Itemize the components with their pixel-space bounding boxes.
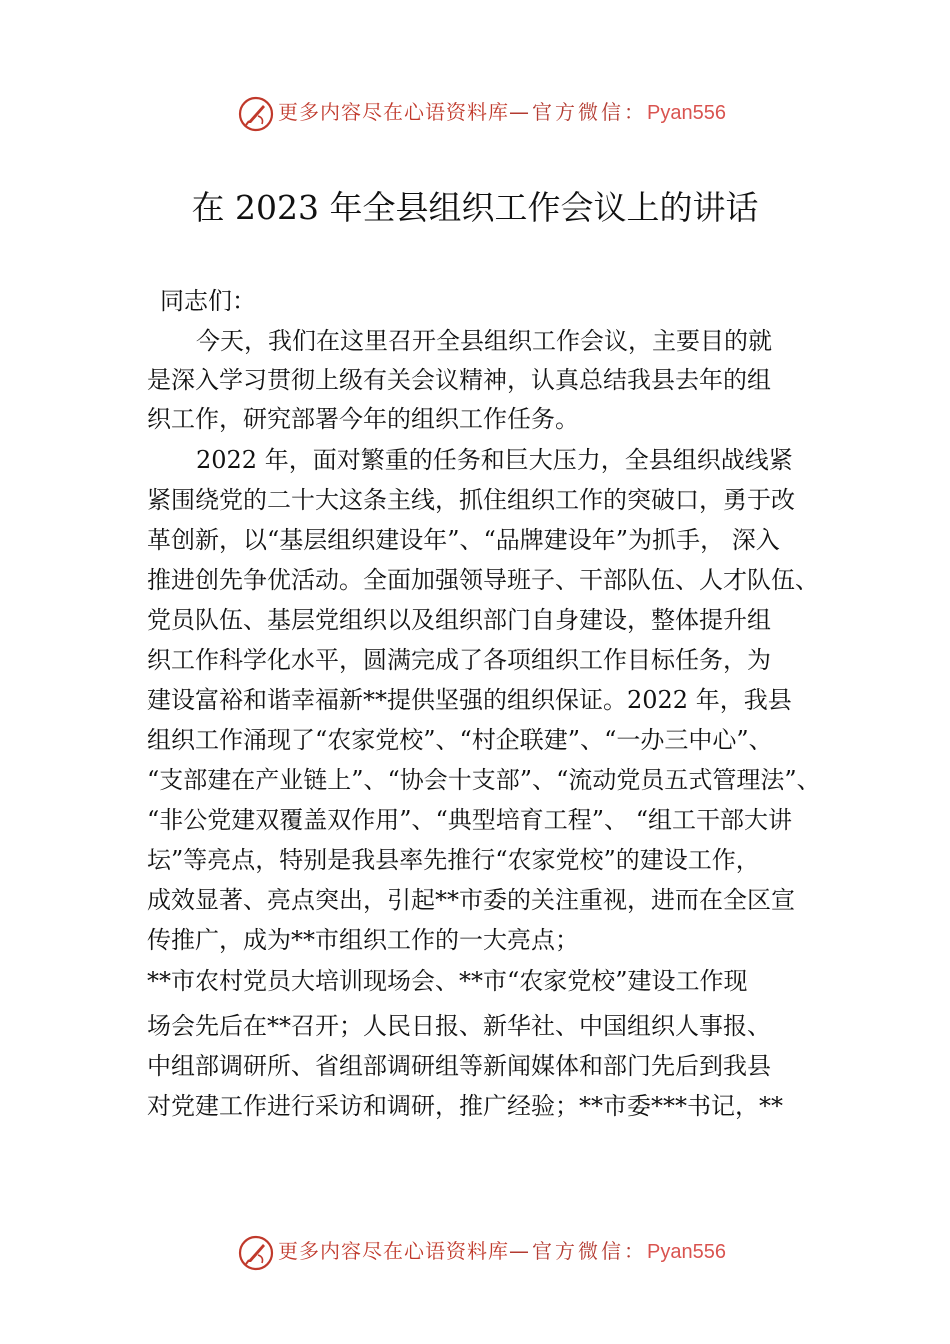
text-line: **市农村党员大培训现场会、**市“农家党校”建设工作现: [147, 967, 748, 995]
text-line: 是深入学习贯彻上级有关会议精神，认真总结我县去年的组: [147, 366, 771, 394]
quill-logo-icon: [238, 96, 274, 132]
text-line: 同志们：: [160, 287, 256, 315]
header-watermark-banner: [0, 94, 950, 134]
watermark-main: 更多内容尽在心语资料库: [278, 1239, 509, 1263]
footer-watermark-banner: [0, 1233, 950, 1273]
text-line: 中组部调研所、省组部调研组等新闻媒体和部门先后到我县: [147, 1052, 771, 1080]
watermark-sub: —官方微信：: [509, 100, 647, 124]
text-line: 成效显著、亮点突出，引起**市委的关注重视，进而在全区宣: [147, 886, 795, 914]
text-line: 2022 年，面对繁重的任务和巨大压力，全县组织战线紧: [196, 446, 793, 474]
text-line: 党员队伍、基层党组织以及组织部门自身建设，整体提升组: [147, 606, 771, 634]
watermark-wechat-id: Pyan556: [647, 102, 726, 124]
text-line: 组织工作涌现了“农家党校”、“村企联建”、“一办三中心”、: [147, 726, 773, 754]
text-line: 建设富裕和谐幸福新**提供坚强的组织保证。2022 年，我县: [147, 686, 792, 714]
watermark-main: 更多内容尽在心语资料库: [278, 100, 509, 124]
text-line: 紧围绕党的二十大这条主线，抓住组织工作的突破口，勇于改: [147, 486, 795, 514]
text-line: 织工作科学化水平，圆满完成了各项组织工作目标任务，为: [147, 646, 771, 674]
text-line: “非公党建双覆盖双作用”、“典型培育工程”、 “组工干部大讲: [147, 806, 792, 834]
text-line: 对党建工作进行采访和调研，推广经验；**市委***书记，**: [147, 1092, 783, 1120]
quill-logo-icon: [238, 1235, 274, 1271]
watermark-sub: —官方微信：: [509, 1239, 647, 1263]
text-line: 今天，我们在这里召开全县组织工作会议，主要目的就: [196, 327, 772, 355]
text-line: 推进创先争优活动。全面加强领导班子、干部队伍、人才队伍、: [147, 566, 819, 594]
text-line: 场会先后在**召开；人民日报、新华社、中国组织人事报、: [147, 1012, 771, 1040]
watermark-text: [278, 1237, 726, 1266]
text-line: 传推广，成为**市组织工作的一大亮点；: [147, 926, 579, 954]
watermark-wechat-id: Pyan556: [647, 1241, 726, 1263]
text-line: “支部建在产业链上”、“协会十支部”、“流动党员五式管理法”、: [147, 766, 821, 794]
text-line: 革创新，以“基层组织建设年”、“品牌建设年”为抓手， 深入: [147, 526, 780, 554]
text-line: 织工作，研究部署今年的组织工作任务。: [147, 405, 579, 433]
text-line: 坛”等亮点，特别是我县率先推行“农家党校”的建设工作，: [147, 846, 760, 874]
watermark-text: [278, 98, 726, 127]
document-title: 在 2023 年全县组织工作会议上的讲话: [191, 188, 759, 227]
